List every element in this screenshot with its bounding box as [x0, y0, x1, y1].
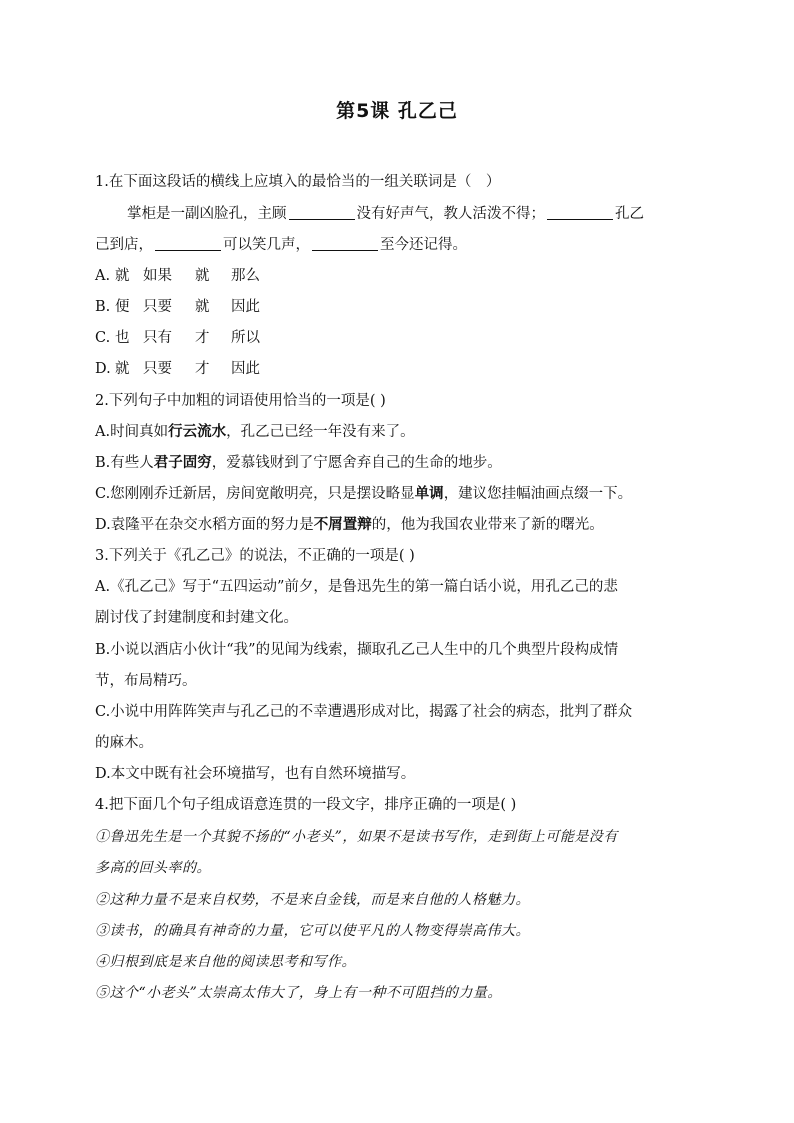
- option-word: 只要: [143, 361, 172, 377]
- option-word: 就: [115, 361, 130, 377]
- option-text: C.您刚刚乔迁新居，房间宽敞明亮，只是摆设略显: [95, 486, 415, 502]
- question-1-option-d: [95, 357, 705, 378]
- option-word: 才: [195, 330, 210, 346]
- option-word: 只要: [143, 299, 172, 315]
- option-text: ，爱慕钱财到了宁愿舍弃自己的生命的地步。: [211, 455, 502, 471]
- question-3-option-b-line-2: 节，布局精巧。: [95, 673, 197, 689]
- option-text: A.时间真如: [95, 424, 169, 440]
- question-4-stem: 4.把下面几个句子组成语意连贯的一段文字，排序正确的一项是( ): [95, 797, 517, 813]
- passage-text: 可以笑几声，: [223, 237, 310, 253]
- question-2-option-a: [95, 420, 705, 441]
- question-2-option-d: [95, 513, 705, 534]
- option-word: 因此: [231, 361, 260, 377]
- option-letter: B.: [95, 299, 111, 315]
- option-letter: A.: [95, 268, 111, 284]
- bold-term: 不屑置辩: [313, 516, 372, 533]
- passage-text: 掌柜是一副凶脸孔，主顾: [127, 206, 287, 222]
- passage-text: 孔乙: [615, 206, 644, 222]
- option-word: 因此: [231, 299, 260, 315]
- question-1-option-b: [95, 295, 705, 316]
- question-2-option-c: [95, 482, 705, 503]
- option-text: D.袁隆平在杂交水稻方面的努力是: [95, 517, 314, 533]
- question-1-option-a: [95, 264, 705, 285]
- question-2-stem: 2.下列句子中加粗的词语使用恰当的一项是( ): [95, 393, 386, 409]
- question-4-sentence-1-line-2: 多高的回头率的。: [95, 860, 211, 876]
- passage-text: 至今还记得。: [380, 237, 467, 253]
- question-3-option-d: D.本文中既有社会环境描写，也有自然环境描写。: [95, 766, 416, 782]
- question-1-option-c: [95, 326, 705, 347]
- question-4-sentence-5: ⑤这个“小老头”太崇高太伟大了，身上有一种不可阻挡的力量。: [95, 985, 502, 1001]
- passage-text: 没有好声气，教人活泼不得；: [356, 206, 545, 222]
- option-text: 的，他为我国农业带来了新的曙光。: [371, 517, 604, 533]
- bold-term: 单调: [414, 485, 444, 502]
- option-word: 就: [195, 299, 210, 315]
- question-4-sentence-3: ③读书，的确具有神奇的力量，它可以使平凡的人物变得崇高伟大。: [95, 923, 530, 939]
- question-3-option-a-line-2: 剧讨伐了封建制度和封建文化。: [95, 610, 298, 626]
- bold-term: 君子固穷: [153, 454, 212, 471]
- option-word: 才: [195, 361, 210, 377]
- question-3-option-a-line-1: A.《孔乙己》写于“五四运动”前夕，是鲁迅先生的第一篇白话小说，用孔乙己的悲: [95, 579, 618, 595]
- question-1-passage-line-2: [95, 233, 705, 254]
- option-letter: C.: [95, 330, 111, 346]
- question-4-sentence-1-line-1: ①鲁迅先生是一个其貌不扬的“小老头”，如果不是读书写作，走到街上可能是没有: [95, 829, 618, 845]
- fill-blank-3: [155, 236, 221, 251]
- question-1-stem: 1.在下面这段话的横线上应填入的最恰当的一组关联词是（ ）: [95, 174, 501, 190]
- question-1-passage-line-1: [127, 202, 707, 223]
- option-word: 便: [115, 299, 130, 315]
- option-word: 就: [195, 268, 210, 284]
- option-word: 就: [115, 268, 130, 284]
- question-4-sentence-2: ②这种力量不是来自权势，不是来自金钱，而是来自他的人格魅力。: [95, 892, 530, 908]
- option-letter: D.: [95, 361, 111, 377]
- bold-term: 行云流水: [168, 423, 227, 440]
- option-word: 也: [115, 330, 130, 346]
- option-word: 所以: [231, 330, 260, 346]
- question-3-option-c-line-2: 的麻木。: [95, 735, 153, 751]
- option-text: ，孔乙己已经一年没有来了。: [226, 424, 415, 440]
- question-2-option-b: [95, 451, 705, 472]
- question-4-sentence-4: ④归根到底是来自他的阅读思考和写作。: [95, 954, 356, 970]
- option-text: B.有些人: [95, 455, 154, 471]
- fill-blank-1: [289, 205, 355, 220]
- fill-blank-4: [312, 236, 378, 251]
- option-word: 只有: [143, 330, 172, 346]
- option-word: 如果: [143, 268, 172, 284]
- question-3-stem: 3.下列关于《孔乙己》的说法，不正确的一项是( ): [95, 548, 415, 564]
- fill-blank-2: [547, 205, 613, 220]
- option-text: ，建议您挂幅油画点缀一下。: [443, 486, 633, 502]
- question-3-option-c-line-1: C.小说中用阵阵笑声与孔乙己的不幸遭遇形成对比，揭露了社会的病态，批判了群众: [95, 704, 633, 720]
- passage-text: 己到店，: [95, 237, 153, 253]
- option-word: 那么: [231, 268, 260, 284]
- question-3-option-b-line-1: B.小说以酒店小伙计“我”的见闻为线索，撷取孔乙己人生中的几个典型片段构成情: [95, 642, 619, 658]
- page-title: 第5课 孔乙己: [336, 100, 458, 122]
